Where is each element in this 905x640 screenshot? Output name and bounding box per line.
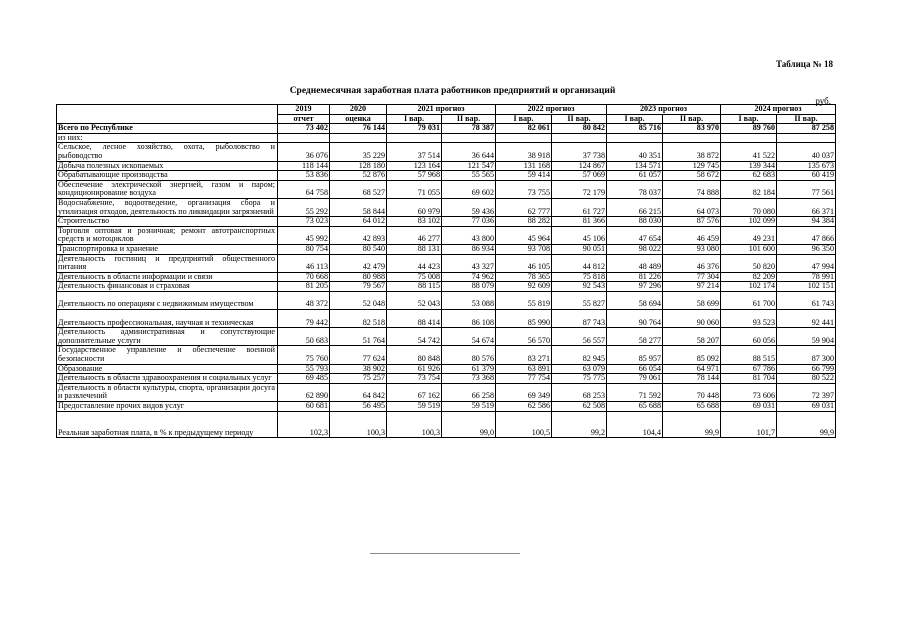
header-forecast-2024: 2024 прогноз: [721, 105, 836, 115]
value-cell: 128 180: [330, 161, 387, 171]
table-number: Таблица № 18: [775, 59, 833, 69]
value-cell: 74 962: [442, 272, 496, 282]
value-cell: 61 926: [387, 364, 442, 374]
value-cell: 85 716: [607, 124, 663, 134]
header-2021-var1: I вар.: [387, 114, 442, 124]
value-cell: 36 076: [278, 143, 330, 161]
row-label: Торговля оптовая и розничная; ремонт автотранспортных средств и мотоциклов: [57, 226, 278, 244]
value-cell: 47 866: [777, 226, 836, 244]
table-row: [57, 402, 836, 412]
value-cell: 53 088: [442, 291, 496, 309]
value-cell: 55 819: [496, 291, 552, 309]
value-cell: 62 586: [496, 402, 552, 412]
value-cell: 100,5: [496, 411, 552, 438]
value-cell: 75 775: [552, 374, 607, 384]
value-cell: 76 144: [330, 124, 387, 134]
value-cell: 81 704: [721, 374, 777, 384]
value-cell: 59 904: [777, 328, 836, 346]
row-label: Деятельность финансовая и страховая: [57, 282, 278, 292]
value-cell: 81 366: [552, 217, 607, 227]
value-cell: 135 673: [777, 161, 836, 171]
value-cell: 66 054: [607, 364, 663, 374]
value-cell: 85 957: [607, 346, 663, 364]
value-cell: 45 106: [552, 226, 607, 244]
value-cell: 89 760: [721, 124, 777, 134]
value-cell: 64 971: [663, 364, 721, 374]
value-cell: 88 030: [607, 217, 663, 227]
value-cell: 78 365: [496, 272, 552, 282]
value-cell: 83 102: [387, 217, 442, 227]
value-cell: 88 414: [387, 310, 442, 328]
header-year-2020: 2020: [330, 105, 387, 115]
value-cell: 98 022: [607, 244, 663, 254]
table-row: [57, 364, 836, 374]
value-cell: [330, 133, 387, 143]
value-cell: 82 518: [330, 310, 387, 328]
value-cell: 92 543: [552, 282, 607, 292]
header-blank-cell: [57, 105, 278, 124]
value-cell: 93 523: [721, 310, 777, 328]
value-cell: 88 515: [721, 346, 777, 364]
value-cell: 88 131: [387, 244, 442, 254]
value-cell: 87 576: [663, 217, 721, 227]
value-cell: 77 754: [496, 374, 552, 384]
value-cell: 60 056: [721, 328, 777, 346]
value-cell: 58 672: [663, 171, 721, 181]
value-cell: 69 349: [496, 383, 552, 401]
row-label: Строительство: [57, 217, 278, 227]
header-report: отчет: [278, 114, 330, 124]
value-cell: 82 061: [496, 124, 552, 134]
value-cell: 51 764: [330, 328, 387, 346]
value-cell: 50 683: [278, 328, 330, 346]
value-cell: 62 683: [721, 171, 777, 181]
value-cell: [607, 133, 663, 143]
value-cell: 60 419: [777, 171, 836, 181]
value-cell: 67 162: [387, 383, 442, 401]
value-cell: 87 300: [777, 346, 836, 364]
value-cell: 66 799: [777, 364, 836, 374]
value-cell: 38 872: [663, 143, 721, 161]
value-cell: 59 414: [496, 171, 552, 181]
value-cell: 72 179: [552, 180, 607, 198]
value-cell: 101,7: [721, 411, 777, 438]
value-cell: 68 253: [552, 383, 607, 401]
header-2023-var2: II вар.: [663, 114, 721, 124]
value-cell: 118 144: [278, 161, 330, 171]
value-cell: 80 540: [330, 244, 387, 254]
value-cell: 71 055: [387, 180, 442, 198]
value-cell: 43 800: [442, 226, 496, 244]
value-cell: 79 442: [278, 310, 330, 328]
value-cell: 60 979: [387, 198, 442, 216]
value-cell: 47 654: [607, 226, 663, 244]
value-cell: 85 092: [663, 346, 721, 364]
row-label: Обеспечение электрической энергией, газом и паром; кондиционирование воздуха: [57, 180, 278, 198]
row-label: Деятельность профессиональная, научная и техническая: [57, 310, 278, 328]
row-label: Деятельность в области здравоохранения и социальных услуг: [57, 374, 278, 384]
value-cell: 46 459: [663, 226, 721, 244]
row-label: Образование: [57, 364, 278, 374]
value-cell: 66 215: [607, 198, 663, 216]
value-cell: 99,9: [777, 411, 836, 438]
value-cell: 86 108: [442, 310, 496, 328]
header-forecast-2021: 2021 прогноз: [387, 105, 496, 115]
value-cell: 134 571: [607, 161, 663, 171]
value-cell: 80 848: [387, 346, 442, 364]
table-row: [57, 282, 836, 292]
value-cell: 73 402: [278, 124, 330, 134]
table-row: [57, 346, 836, 364]
row-label: Предоставление прочих видов услуг: [57, 402, 278, 412]
value-cell: 52 043: [387, 291, 442, 309]
value-cell: [663, 133, 721, 143]
row-label: из них:: [57, 133, 278, 143]
header-forecast-2023: 2023 прогноз: [607, 105, 721, 115]
table-row: [57, 133, 836, 143]
value-cell: 70 668: [278, 272, 330, 282]
value-cell: 54 674: [442, 328, 496, 346]
value-cell: 102 174: [721, 282, 777, 292]
header-2022-var1: I вар.: [496, 114, 552, 124]
value-cell: 64 012: [330, 217, 387, 227]
value-cell: 44 423: [387, 254, 442, 272]
value-cell: 66 258: [442, 383, 496, 401]
value-cell: 58 277: [607, 328, 663, 346]
value-cell: 85 990: [496, 310, 552, 328]
value-cell: 80 522: [777, 374, 836, 384]
table-row: [57, 161, 836, 171]
table-row: [57, 180, 836, 198]
value-cell: 56 495: [330, 402, 387, 412]
value-cell: 79 567: [330, 282, 387, 292]
value-cell: 61 727: [552, 198, 607, 216]
value-cell: 99,9: [663, 411, 721, 438]
table-header: [57, 105, 836, 124]
value-cell: 38 918: [496, 143, 552, 161]
value-cell: 59 519: [442, 402, 496, 412]
row-label: Всего по Республике: [57, 124, 278, 134]
value-cell: 57 968: [387, 171, 442, 181]
value-cell: [721, 133, 777, 143]
value-cell: 78 144: [663, 374, 721, 384]
value-cell: 56 557: [552, 328, 607, 346]
value-cell: 65 688: [663, 402, 721, 412]
value-cell: 93 080: [663, 244, 721, 254]
value-cell: 93 708: [496, 244, 552, 254]
value-cell: 47 994: [777, 254, 836, 272]
value-cell: 102 099: [721, 217, 777, 227]
value-cell: 129 745: [663, 161, 721, 171]
value-cell: 37 514: [387, 143, 442, 161]
value-cell: 63 891: [496, 364, 552, 374]
table-row: [57, 217, 836, 227]
value-cell: 69 485: [278, 374, 330, 384]
value-cell: 82 184: [721, 180, 777, 198]
value-cell: 75 760: [278, 346, 330, 364]
value-cell: 77 624: [330, 346, 387, 364]
row-label: Деятельность гостиниц и предприятий общественного питания: [57, 254, 278, 272]
value-cell: [777, 133, 836, 143]
value-cell: 64 842: [330, 383, 387, 401]
value-cell: 101 600: [721, 244, 777, 254]
value-cell: 72 397: [777, 383, 836, 401]
value-cell: 83 271: [496, 346, 552, 364]
value-cell: 90 060: [663, 310, 721, 328]
row-label: Деятельность административная и сопутствующие дополнительные услуги: [57, 328, 278, 346]
value-cell: 80 576: [442, 346, 496, 364]
value-cell: 65 688: [607, 402, 663, 412]
value-cell: 69 031: [721, 402, 777, 412]
value-cell: 73 755: [496, 180, 552, 198]
value-cell: 67 786: [721, 364, 777, 374]
value-cell: 80 988: [330, 272, 387, 282]
value-cell: 57 069: [552, 171, 607, 181]
value-cell: 75 818: [552, 272, 607, 282]
value-cell: 70 448: [663, 383, 721, 401]
table-body: [57, 124, 836, 438]
salary-table: [56, 104, 836, 438]
value-cell: 75 257: [330, 374, 387, 384]
value-cell: 46 277: [387, 226, 442, 244]
value-cell: 121 547: [442, 161, 496, 171]
value-cell: 46 105: [496, 254, 552, 272]
value-cell: 40 351: [607, 143, 663, 161]
value-cell: 66 371: [777, 198, 836, 216]
value-cell: 59 519: [387, 402, 442, 412]
value-cell: 79 031: [387, 124, 442, 134]
value-cell: 79 061: [607, 374, 663, 384]
value-cell: 59 436: [442, 198, 496, 216]
value-cell: [442, 133, 496, 143]
row-label: Реальная заработная плата, в % к предыдущему периоду: [57, 411, 278, 438]
value-cell: 42 479: [330, 254, 387, 272]
table-row: [57, 310, 836, 328]
value-cell: 61 379: [442, 364, 496, 374]
value-cell: 49 231: [721, 226, 777, 244]
row-label: Обрабатывающие производства: [57, 171, 278, 181]
value-cell: 41 522: [721, 143, 777, 161]
value-cell: 60 681: [278, 402, 330, 412]
value-cell: 61 700: [721, 291, 777, 309]
value-cell: 92 441: [777, 310, 836, 328]
value-cell: [278, 133, 330, 143]
value-cell: 68 527: [330, 180, 387, 198]
value-cell: 46 113: [278, 254, 330, 272]
value-cell: 53 836: [278, 171, 330, 181]
value-cell: 54 742: [387, 328, 442, 346]
value-cell: 100,3: [387, 411, 442, 438]
header-2022-var2: II вар.: [552, 114, 607, 124]
value-cell: 55 793: [278, 364, 330, 374]
header-2021-var2: II вар.: [442, 114, 496, 124]
value-cell: 102 151: [777, 282, 836, 292]
table-row: [57, 198, 836, 216]
value-cell: 83 970: [663, 124, 721, 134]
table-row: [57, 244, 836, 254]
value-cell: 50 820: [721, 254, 777, 272]
value-cell: 42 893: [330, 226, 387, 244]
value-cell: 77 036: [442, 217, 496, 227]
row-label: Транспортировка и хранение: [57, 244, 278, 254]
value-cell: [552, 133, 607, 143]
value-cell: 80 754: [278, 244, 330, 254]
value-cell: 35 229: [330, 143, 387, 161]
value-cell: 87 258: [777, 124, 836, 134]
value-cell: 44 812: [552, 254, 607, 272]
value-cell: 62 508: [552, 402, 607, 412]
value-cell: 81 226: [607, 272, 663, 282]
value-cell: 88 115: [387, 282, 442, 292]
value-cell: 55 292: [278, 198, 330, 216]
value-cell: 62 777: [496, 198, 552, 216]
row-label: Деятельность в области информации и связи: [57, 272, 278, 282]
value-cell: 100,3: [330, 411, 387, 438]
value-cell: 62 890: [278, 383, 330, 401]
value-cell: 97 214: [663, 282, 721, 292]
table-row: [57, 291, 836, 309]
value-cell: 104,4: [607, 411, 663, 438]
value-cell: 82 945: [552, 346, 607, 364]
value-cell: 139 344: [721, 161, 777, 171]
value-cell: 99,0: [442, 411, 496, 438]
value-cell: 75 008: [387, 272, 442, 282]
value-cell: 77 304: [663, 272, 721, 282]
value-cell: 63 079: [552, 364, 607, 374]
value-cell: 102,3: [278, 411, 330, 438]
table-row: [57, 226, 836, 244]
value-cell: 73 368: [442, 374, 496, 384]
value-cell: 123 164: [387, 161, 442, 171]
row-label: Государственное управление и обеспечение военной безопасности: [57, 346, 278, 364]
value-cell: 90 051: [552, 244, 607, 254]
value-cell: 78 387: [442, 124, 496, 134]
value-cell: 52 048: [330, 291, 387, 309]
value-cell: 58 699: [663, 291, 721, 309]
header-2024-var1: I вар.: [721, 114, 777, 124]
value-cell: 58 844: [330, 198, 387, 216]
value-cell: 78 991: [777, 272, 836, 282]
table-row: [57, 411, 836, 438]
row-label: Деятельность по операциям с недвижимым имуществом: [57, 291, 278, 309]
value-cell: 70 080: [721, 198, 777, 216]
table-row: [57, 171, 836, 181]
value-cell: 73 023: [278, 217, 330, 227]
header-2024-var2: II вар.: [777, 114, 836, 124]
table-row: [57, 254, 836, 272]
value-cell: 61 743: [777, 291, 836, 309]
value-cell: 36 644: [442, 143, 496, 161]
table-row: [57, 143, 836, 161]
value-cell: 86 934: [442, 244, 496, 254]
value-cell: 52 876: [330, 171, 387, 181]
value-cell: 48 372: [278, 291, 330, 309]
value-cell: 55 565: [442, 171, 496, 181]
value-cell: 131 168: [496, 161, 552, 171]
header-estimate: оценка: [330, 114, 387, 124]
header-year-2019: 2019: [278, 105, 330, 115]
value-cell: 40 037: [777, 143, 836, 161]
value-cell: 55 827: [552, 291, 607, 309]
value-cell: 38 902: [330, 364, 387, 374]
value-cell: 96 350: [777, 244, 836, 254]
value-cell: 74 888: [663, 180, 721, 198]
footer-rule: [370, 553, 520, 554]
value-cell: 61 057: [607, 171, 663, 181]
value-cell: 88 282: [496, 217, 552, 227]
value-cell: 69 602: [442, 180, 496, 198]
value-cell: 45 964: [496, 226, 552, 244]
value-cell: 69 031: [777, 402, 836, 412]
value-cell: 88 079: [442, 282, 496, 292]
value-cell: 77 561: [777, 180, 836, 198]
value-cell: 87 743: [552, 310, 607, 328]
value-cell: 64 073: [663, 198, 721, 216]
header-2023-var1: I вар.: [607, 114, 663, 124]
value-cell: [387, 133, 442, 143]
value-cell: 56 570: [496, 328, 552, 346]
table-row: [57, 374, 836, 384]
row-label: Сельское, лесное хозяйство, охота, рыболовство и рыбоводство: [57, 143, 278, 161]
value-cell: 82 209: [721, 272, 777, 282]
value-cell: 78 037: [607, 180, 663, 198]
value-cell: 73 754: [387, 374, 442, 384]
value-cell: 73 606: [721, 383, 777, 401]
header-forecast-2022: 2022 прогноз: [496, 105, 607, 115]
value-cell: 92 609: [496, 282, 552, 292]
value-cell: 58 694: [607, 291, 663, 309]
table-row: [57, 272, 836, 282]
value-cell: 97 296: [607, 282, 663, 292]
value-cell: 71 592: [607, 383, 663, 401]
value-cell: 124 867: [552, 161, 607, 171]
table-title: Среднемесячная заработная плата работников предприятий и организаций: [289, 86, 616, 96]
table-row: [57, 383, 836, 401]
value-cell: [496, 133, 552, 143]
value-cell: 45 992: [278, 226, 330, 244]
value-cell: 37 738: [552, 143, 607, 161]
value-cell: 64 758: [278, 180, 330, 198]
unit-label: руб.: [815, 96, 831, 106]
row-label: Добыча полезных ископаемых: [57, 161, 278, 171]
row-label: Деятельность в области культуры, спорта, организации досуга и развлечений: [57, 383, 278, 401]
value-cell: 46 376: [663, 254, 721, 272]
value-cell: 48 489: [607, 254, 663, 272]
row-label: Водоснабжение, водоотведение, организация сбора и утилизация отходов, деятельность по ликвидации загрязнений: [57, 198, 278, 216]
value-cell: 90 764: [607, 310, 663, 328]
table-row: [57, 328, 836, 346]
value-cell: 81 205: [278, 282, 330, 292]
value-cell: 43 327: [442, 254, 496, 272]
value-cell: 94 384: [777, 217, 836, 227]
value-cell: 58 207: [663, 328, 721, 346]
table-row: [57, 124, 836, 134]
value-cell: 80 842: [552, 124, 607, 134]
value-cell: 99,2: [552, 411, 607, 438]
